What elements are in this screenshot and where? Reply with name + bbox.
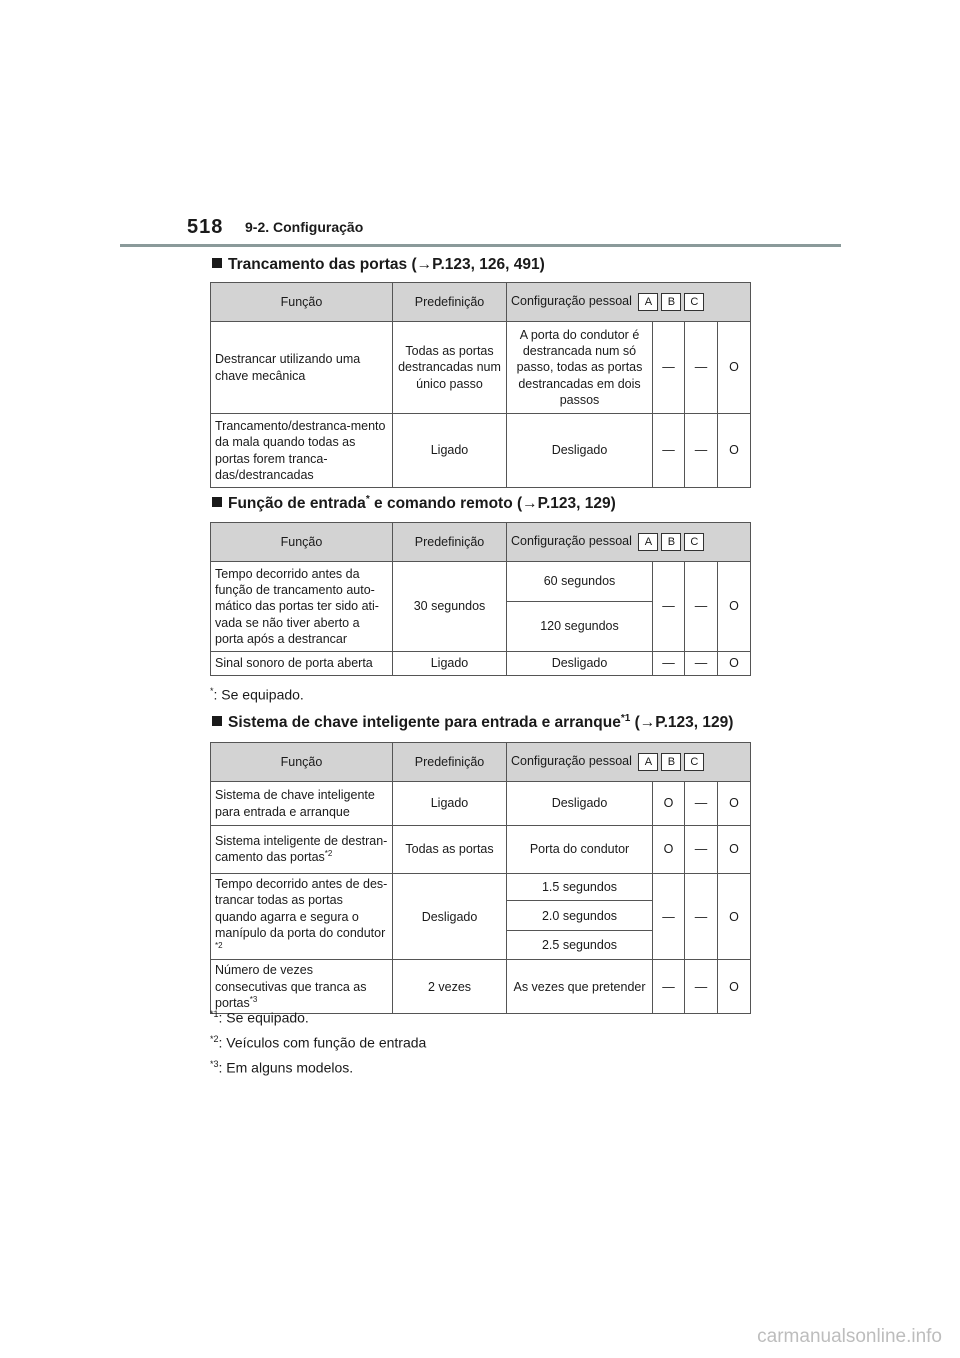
- bullet-square-icon: [212, 258, 222, 268]
- cell-funcao: Número de vezes consecutivas que tranca as portas$^{*3}$: [211, 960, 393, 1014]
- badge-a: A: [638, 293, 658, 311]
- table-row: [211, 874, 751, 901]
- footnote: *: Se equipado.: [210, 686, 304, 703]
- table-header: [211, 523, 751, 562]
- cell-predef: 2 vezes: [393, 960, 507, 1014]
- cell-c: O: [718, 652, 751, 676]
- footnote: $^{*3}$: Em alguns modelos.: [210, 1059, 354, 1076]
- col-configuracao: Configuração pessoal A B C: [507, 743, 751, 782]
- section-title-smart-key: Sistema de chave inteligente para entrada e arranque$^{*1}$ (→P.123, 129): [212, 713, 733, 732]
- table-header: [211, 283, 751, 322]
- cell-predef: 30 segundos: [393, 562, 507, 652]
- cell-b: —: [685, 874, 718, 960]
- section-title-locking: Trancamento das portas (→P.123, 126, 491): [212, 256, 545, 274]
- table-header: [211, 743, 751, 782]
- cell-c: O: [718, 826, 751, 874]
- page-number: 518: [187, 216, 224, 238]
- table-row: [211, 322, 751, 414]
- cell-config: 2.0 segundos: [507, 901, 653, 931]
- col-predefinicao: Predefinição: [393, 283, 507, 322]
- badge-b: B: [661, 533, 681, 551]
- footnote: $^{*2}$: Veículos com função de entrada: [210, 1034, 427, 1051]
- cell-c: O: [718, 322, 751, 414]
- cell-b: —: [685, 960, 718, 1014]
- col-funcao: Função: [211, 523, 393, 562]
- table-smart-key: [210, 742, 751, 1014]
- header-divider: [120, 244, 841, 247]
- badge-a: A: [638, 533, 658, 551]
- cell-a: —: [653, 322, 685, 414]
- table-entry: [210, 522, 751, 676]
- cell-config: Desligado: [507, 414, 653, 488]
- table-row: [211, 652, 751, 676]
- col-configuracao: Configuração pessoal A B C: [507, 523, 751, 562]
- col-predefinicao: Predefinição: [393, 523, 507, 562]
- cell-predef: Ligado: [393, 652, 507, 676]
- section-title-entry: Função de entrada* e comando remoto (→P.123, 129): [212, 494, 616, 513]
- cell-b: —: [685, 562, 718, 652]
- cell-funcao: Sinal sonoro de porta aberta: [211, 652, 393, 676]
- bullet-square-icon: [212, 716, 222, 726]
- cell-a: O: [653, 826, 685, 874]
- col-predefinicao: Predefinição: [393, 743, 507, 782]
- cell-c: O: [718, 414, 751, 488]
- cell-predef: Desligado: [393, 874, 507, 960]
- table-row: [211, 414, 751, 488]
- cell-a: O: [653, 782, 685, 826]
- table-row: [211, 960, 751, 1014]
- cell-b: —: [685, 322, 718, 414]
- badge-c: C: [684, 533, 704, 551]
- watermark: carmanualsonline.info: [757, 1326, 942, 1347]
- cell-funcao: Sistema de chave inteligente para entrada e arranque: [211, 782, 393, 826]
- cell-c: O: [718, 874, 751, 960]
- cell-b: —: [685, 414, 718, 488]
- cell-config: 1.5 segundos: [507, 874, 653, 901]
- cell-predef: Todas as portas destrancadas num único passo: [393, 322, 507, 414]
- cell-config: 120 segundos: [507, 602, 653, 652]
- cell-predef: Ligado: [393, 782, 507, 826]
- cell-a: —: [653, 652, 685, 676]
- table-locking: [210, 282, 751, 488]
- cell-a: —: [653, 960, 685, 1014]
- cell-config: 2.5 segundos: [507, 930, 653, 960]
- cell-b: —: [685, 652, 718, 676]
- cell-funcao: Destrancar utilizando uma chave mecânica: [211, 322, 393, 414]
- col-configuracao: Configuração pessoal A B C: [507, 283, 751, 322]
- table-row: [211, 826, 751, 874]
- badge-c: C: [684, 293, 704, 311]
- cell-config: Porta do condutor: [507, 826, 653, 874]
- col-funcao: Função: [211, 743, 393, 782]
- badge-a: A: [638, 753, 658, 771]
- cell-a: —: [653, 414, 685, 488]
- col-funcao: Função: [211, 283, 393, 322]
- cell-funcao: Tempo decorrido antes da função de trancamento auto-mático das portas ter sido ati-vada se não tiver aberto a porta após a destrancar: [211, 562, 393, 652]
- cell-funcao: Tempo decorrido antes de des-trancar todas as portas quando agarra e segura o manípulo da porta do condutor $^{*2}$: [211, 874, 393, 960]
- badge-b: B: [661, 753, 681, 771]
- cell-a: —: [653, 562, 685, 652]
- footnote: $^{*1}$: Se equipado.: [210, 1009, 309, 1026]
- bullet-square-icon: [212, 497, 222, 507]
- cell-b: —: [685, 782, 718, 826]
- table-row: [211, 562, 751, 602]
- badge-c: C: [684, 753, 704, 771]
- table-row: [211, 782, 751, 826]
- cell-predef: Todas as portas: [393, 826, 507, 874]
- chapter-title: 9-2. Configuração: [245, 219, 364, 235]
- cell-c: O: [718, 782, 751, 826]
- cell-c: O: [718, 562, 751, 652]
- cell-config: Desligado: [507, 652, 653, 676]
- cell-config: A porta do condutor é destrancada num só passo, todas as portas destrancadas em dois passos: [507, 322, 653, 414]
- cell-funcao: Trancamento/destranca-mento da mala quando todas as portas forem tranca-das/destrancadas: [211, 414, 393, 488]
- cell-b: —: [685, 826, 718, 874]
- cell-funcao: Sistema inteligente de destran-camento das portas$^{*2}$: [211, 826, 393, 874]
- badge-b: B: [661, 293, 681, 311]
- cell-config: Desligado: [507, 782, 653, 826]
- cell-a: —: [653, 874, 685, 960]
- cell-config: As vezes que pretender: [507, 960, 653, 1014]
- cell-predef: Ligado: [393, 414, 507, 488]
- cell-c: O: [718, 960, 751, 1014]
- cell-config: 60 segundos: [507, 562, 653, 602]
